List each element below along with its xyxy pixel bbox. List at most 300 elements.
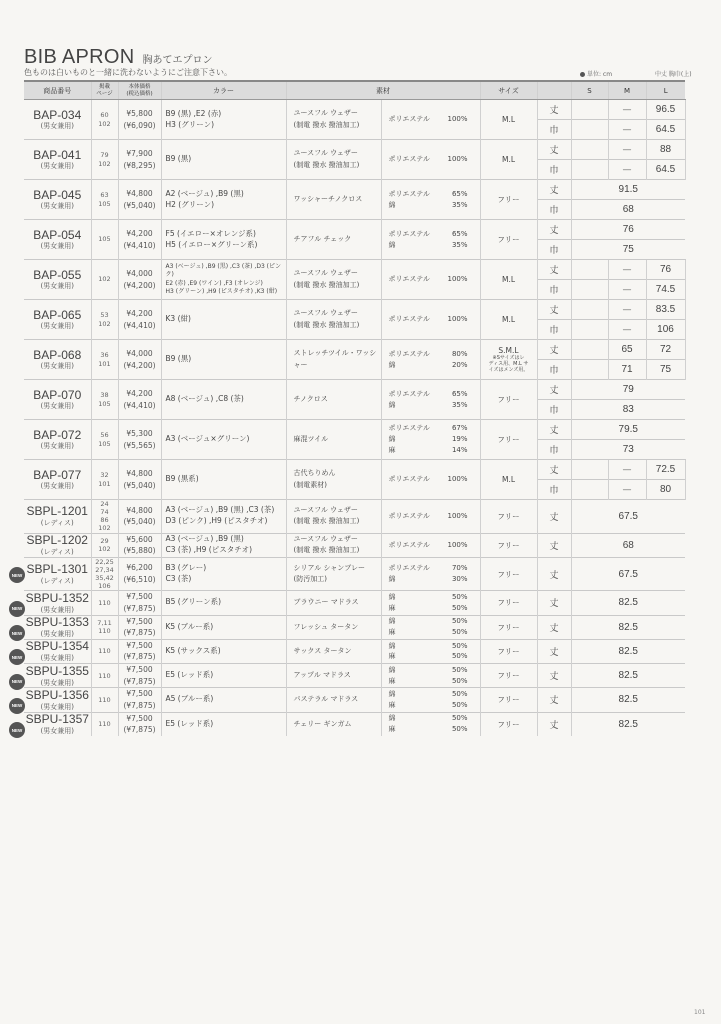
dim-m: 64.5 bbox=[646, 160, 685, 180]
dim-gap-cell bbox=[571, 340, 608, 360]
dim-s: 65 bbox=[608, 340, 646, 360]
product-code: SBPL-1201 bbox=[26, 504, 88, 519]
color-list: A2 (ベージュ) ,B9 (黒) H2 (グリーン) bbox=[161, 180, 286, 220]
material-pct: 100% bbox=[447, 540, 468, 549]
dim-label: 丈 bbox=[537, 664, 571, 688]
dim-label: 巾 bbox=[537, 480, 571, 500]
material-name: ポリエステル bbox=[388, 315, 430, 324]
material-cell bbox=[381, 460, 480, 500]
page-ref: 53 102 bbox=[91, 300, 118, 340]
material-name: 綿 bbox=[388, 435, 396, 444]
product-gender: (レディス) bbox=[40, 519, 74, 528]
fabric-name: ブラウニー マドラス bbox=[286, 591, 381, 615]
product-code-cell bbox=[24, 220, 91, 260]
material-row bbox=[389, 713, 480, 724]
price-cell bbox=[118, 100, 161, 140]
dim-s: — bbox=[608, 100, 646, 120]
dim-label: 丈 bbox=[537, 340, 571, 360]
page-ref: 110 bbox=[91, 688, 118, 712]
product-code-cell bbox=[24, 533, 91, 557]
material-name: ポリエステル bbox=[388, 155, 430, 164]
price: ¥7,500 bbox=[126, 592, 153, 602]
dim-gap-cell bbox=[571, 360, 608, 380]
material-name: ポリエステル bbox=[388, 511, 430, 520]
product-code-cell bbox=[24, 340, 91, 380]
price-cell bbox=[118, 664, 161, 688]
dim-m: 83.5 bbox=[646, 300, 685, 320]
material-name: 綿 bbox=[388, 665, 396, 674]
product-code-cell bbox=[24, 557, 91, 591]
fabric-name: 古代ちりめん (制電素材) bbox=[286, 460, 381, 500]
price: ¥4,200 bbox=[126, 388, 153, 398]
product-code: BAP-055 bbox=[33, 267, 82, 282]
page-ref: 79 102 bbox=[91, 140, 118, 180]
dim-s: — bbox=[608, 260, 646, 280]
dim-label: 丈 bbox=[537, 557, 571, 591]
color-list: B9 (黒系) bbox=[161, 460, 286, 500]
price: ¥4,200 bbox=[126, 228, 153, 238]
wash-note: 色ものは白いものと一緒に洗わないようにご注意下さい。 bbox=[24, 68, 232, 77]
material-pct: 50% bbox=[451, 714, 468, 723]
dim-value: 68 bbox=[571, 533, 685, 557]
product-gender: (男女兼用) bbox=[40, 162, 74, 171]
price: ¥7,500 bbox=[126, 665, 153, 674]
material-pct: 50% bbox=[451, 593, 468, 602]
dim-s: — bbox=[608, 140, 646, 160]
size-value: フリー bbox=[497, 598, 520, 608]
material-cell bbox=[381, 380, 480, 420]
page-ref: 110 bbox=[91, 639, 118, 663]
size-cell bbox=[480, 140, 537, 180]
material-name: 麻 bbox=[388, 700, 396, 709]
product-gender: (男女兼用) bbox=[40, 654, 74, 663]
page-ref: 32 101 bbox=[91, 460, 118, 500]
header-s: S bbox=[571, 81, 608, 100]
material-name: ポリエステル bbox=[388, 115, 430, 124]
dim-gap-cell bbox=[571, 280, 608, 300]
table-row bbox=[24, 420, 685, 440]
product-code-cell bbox=[24, 639, 91, 663]
material-row bbox=[389, 200, 480, 211]
dim-label: 丈 bbox=[537, 591, 571, 615]
price-tax: (¥8,295) bbox=[123, 160, 156, 170]
color-list: K5 (サックス系) bbox=[161, 639, 286, 663]
material-pct: 50% bbox=[451, 665, 468, 674]
material-row bbox=[389, 274, 480, 285]
product-gender: (男女兼用) bbox=[40, 482, 74, 491]
color-list: A8 (ベージュ) ,C8 (茶) bbox=[161, 380, 286, 420]
new-badge-icon: NEW bbox=[9, 601, 25, 617]
size-value: フリー bbox=[497, 646, 520, 656]
material-pct: 80% bbox=[451, 349, 468, 358]
size-value: フリー bbox=[497, 719, 520, 729]
material-pct: 50% bbox=[451, 628, 468, 637]
product-code: SBPL-1202 bbox=[26, 533, 88, 548]
product-code: SBPU-1354 bbox=[25, 639, 89, 654]
material-name: 麻 bbox=[388, 628, 396, 637]
price-cell bbox=[118, 420, 161, 460]
product-code: BAP-070 bbox=[33, 387, 82, 402]
table-row bbox=[24, 260, 685, 280]
material-row bbox=[389, 676, 480, 687]
material-name: 綿 bbox=[388, 641, 396, 650]
new-badge-icon: NEW bbox=[9, 698, 25, 714]
product-code-cell bbox=[24, 500, 91, 534]
size-cell bbox=[480, 500, 537, 534]
material-name: 麻 bbox=[388, 603, 396, 612]
new-badge-icon: NEW bbox=[9, 567, 25, 583]
product-code-cell bbox=[24, 664, 91, 688]
price-cell bbox=[118, 712, 161, 736]
size-cell bbox=[480, 639, 537, 663]
material-name: 綿 bbox=[388, 714, 396, 723]
table-header bbox=[24, 81, 685, 100]
material-cell bbox=[381, 500, 480, 534]
dim-s: — bbox=[608, 120, 646, 140]
price: ¥5,300 bbox=[126, 428, 153, 438]
product-gender: (男女兼用) bbox=[40, 362, 74, 371]
material-cell bbox=[381, 260, 480, 300]
material-name: 綿 bbox=[388, 400, 396, 409]
dim-label: 丈 bbox=[537, 615, 571, 639]
size-value: M.L bbox=[501, 315, 516, 324]
table-row bbox=[24, 100, 685, 120]
dim-s: — bbox=[608, 280, 646, 300]
price-tax: (¥5,880) bbox=[123, 546, 156, 556]
fabric-name: シリアル シャンブレー (防汚加工) bbox=[286, 557, 381, 591]
color-list: E5 (レッド系) bbox=[161, 712, 286, 736]
material-row bbox=[389, 700, 480, 711]
dim-gap-cell bbox=[571, 120, 608, 140]
fabric-name: ワッシャーチノクロス bbox=[286, 180, 381, 220]
dim-label: 巾 bbox=[537, 440, 571, 460]
new-badge-icon: NEW bbox=[9, 649, 25, 665]
product-code-cell bbox=[24, 180, 91, 220]
material-row bbox=[389, 563, 480, 574]
price-tax: (¥4,410) bbox=[123, 240, 156, 250]
fabric-name: ユースフル ウェザー (制電 撥水 撥油加工) bbox=[286, 533, 381, 557]
material-row bbox=[389, 434, 480, 445]
price-tax: (¥5,040) bbox=[123, 480, 156, 490]
material-name: 麻 bbox=[388, 652, 396, 661]
fabric-name: ユースフル ウェザー (制電 撥水 撥油加工) bbox=[286, 260, 381, 300]
dim-label: 丈 bbox=[537, 712, 571, 736]
price-tax: (¥5,040) bbox=[123, 200, 156, 210]
product-code-cell bbox=[24, 100, 91, 140]
product-code-cell bbox=[24, 380, 91, 420]
price-cell bbox=[118, 140, 161, 180]
color-list: F5 (イエロー×オレンジ系) H5 (イエロー×グリーン系) bbox=[161, 220, 286, 260]
material-cell bbox=[381, 615, 480, 639]
product-code: SBPU-1353 bbox=[25, 615, 89, 630]
material-pct: 100% bbox=[447, 275, 468, 284]
dim-label: 丈 bbox=[537, 639, 571, 663]
dim-gap-cell bbox=[571, 320, 608, 340]
material-name: 綿 bbox=[388, 360, 396, 369]
page-number: 101 bbox=[694, 1009, 706, 1016]
fabric-name: アップル マドラス bbox=[286, 664, 381, 688]
color-list: B9 (黒) bbox=[161, 140, 286, 180]
dim-label: 丈 bbox=[537, 380, 571, 400]
dim-m: 72.5 bbox=[646, 460, 685, 480]
table-row bbox=[24, 220, 685, 240]
material-name: ポリエステル bbox=[388, 540, 430, 549]
table-row bbox=[24, 380, 685, 400]
product-gender: (男女兼用) bbox=[40, 322, 74, 331]
color-list: A3 (ベージュ) ,B9 (黒) C3 (茶) ,H9 (ピスタチオ) bbox=[161, 533, 286, 557]
product-gender: (男女兼用) bbox=[40, 702, 74, 711]
dim-value: 83 bbox=[571, 400, 685, 420]
price: ¥5,800 bbox=[126, 108, 153, 118]
color-list: E5 (レッド系) bbox=[161, 664, 286, 688]
material-name: ポリエステル bbox=[388, 229, 430, 238]
size-value: フリー bbox=[497, 235, 520, 244]
page-ref: 36 101 bbox=[91, 340, 118, 380]
size-value: フリー bbox=[497, 435, 520, 444]
size-value: フリー bbox=[497, 195, 520, 204]
size-cell bbox=[480, 380, 537, 420]
fabric-name: 麻混ツイル bbox=[286, 420, 381, 460]
dim-label: 丈 bbox=[537, 180, 571, 200]
page-ref: 7,11 110 bbox=[91, 615, 118, 639]
material-row bbox=[389, 400, 480, 411]
size-value: フリー bbox=[497, 511, 520, 521]
price-cell bbox=[118, 688, 161, 712]
fabric-name: ストレッチツイル・ワッシャー bbox=[286, 340, 381, 380]
dim-gap-cell bbox=[571, 480, 608, 500]
dim-label: 丈 bbox=[537, 500, 571, 534]
product-code: SBPU-1355 bbox=[25, 663, 89, 678]
dim-s: — bbox=[608, 460, 646, 480]
page-ref: 56 105 bbox=[91, 420, 118, 460]
material-pct: 67% bbox=[451, 424, 468, 433]
price: ¥4,800 bbox=[126, 505, 153, 515]
dim-value: 79.5 bbox=[571, 420, 685, 440]
material-pct: 50% bbox=[451, 690, 468, 699]
material-name: 綿 bbox=[388, 593, 396, 602]
material-row bbox=[389, 641, 480, 652]
dim-label: 巾 bbox=[537, 320, 571, 340]
material-row bbox=[389, 616, 480, 627]
material-pct: 70% bbox=[451, 564, 468, 573]
apron-spec-table bbox=[24, 80, 685, 736]
page-ref: 29 102 bbox=[91, 533, 118, 557]
product-code: BAP-041 bbox=[33, 147, 82, 162]
table-row bbox=[24, 140, 685, 160]
material-pct: 50% bbox=[451, 676, 468, 685]
material-row bbox=[389, 114, 480, 125]
fabric-name: ユースフル ウェザー (制電 撥水 撥油加工) bbox=[286, 140, 381, 180]
dim-label: 丈 bbox=[537, 688, 571, 712]
material-name: 綿 bbox=[388, 200, 396, 209]
dim-label: 巾 bbox=[537, 240, 571, 260]
product-gender: (男女兼用) bbox=[40, 242, 74, 251]
dim-gap-cell bbox=[571, 100, 608, 120]
table-row bbox=[24, 180, 685, 200]
dim-value: 82.5 bbox=[571, 712, 685, 736]
material-cell bbox=[381, 300, 480, 340]
material-pct: 50% bbox=[451, 617, 468, 626]
price: ¥4,000 bbox=[126, 268, 153, 278]
size-value: フリー bbox=[497, 695, 520, 705]
page-ref: 110 bbox=[91, 591, 118, 615]
price-tax: (¥4,200) bbox=[123, 360, 156, 370]
material-cell bbox=[381, 420, 480, 460]
product-code: BAP-068 bbox=[33, 347, 82, 362]
material-pct: 100% bbox=[447, 511, 468, 520]
new-badge-icon: NEW bbox=[9, 722, 25, 738]
material-pct: 65% bbox=[451, 189, 468, 198]
color-list: B9 (黒) bbox=[161, 340, 286, 380]
dim-gap-cell bbox=[571, 460, 608, 480]
header-m: M bbox=[608, 81, 646, 100]
material-cell bbox=[381, 100, 480, 140]
material-name: 綿 bbox=[388, 617, 396, 626]
price-cell bbox=[118, 639, 161, 663]
dim-label: 巾 bbox=[537, 360, 571, 380]
color-list: K3 (紺) bbox=[161, 300, 286, 340]
page-subtitle: 胸あてエプロン bbox=[142, 55, 213, 66]
color-list: B9 (黒) ,E2 (赤) H3 (グリーン) bbox=[161, 100, 286, 140]
size-value: フリー bbox=[497, 540, 520, 550]
material-row bbox=[389, 445, 480, 456]
product-code: SBPU-1356 bbox=[25, 687, 89, 702]
price-cell bbox=[118, 557, 161, 591]
size-value: M.L bbox=[501, 275, 516, 284]
page-ref: 110 bbox=[91, 664, 118, 688]
size-value: M.L bbox=[501, 155, 516, 164]
dim-value: 82.5 bbox=[571, 664, 685, 688]
dim-value: 91.5 bbox=[571, 180, 685, 200]
dim-label: 巾 bbox=[537, 160, 571, 180]
dim-value: 82.5 bbox=[571, 639, 685, 663]
material-row bbox=[389, 603, 480, 614]
price-cell bbox=[118, 220, 161, 260]
price-tax: (¥4,410) bbox=[123, 320, 156, 330]
material-row bbox=[389, 474, 480, 485]
material-row bbox=[389, 423, 480, 434]
dim-label: 丈 bbox=[537, 460, 571, 480]
dim-label: 巾 bbox=[537, 400, 571, 420]
dim-label: 丈 bbox=[537, 220, 571, 240]
color-list: A5 (ブルー系) bbox=[161, 688, 286, 712]
dim-s: — bbox=[608, 320, 646, 340]
product-code: SBPU-1352 bbox=[25, 590, 89, 605]
material-cell bbox=[381, 557, 480, 591]
dim-value: 67.5 bbox=[571, 557, 685, 591]
size-note: ※Sサイズはレ ディス用、M.L サ イズはメンズ用。 bbox=[488, 355, 529, 373]
product-gender: (レディス) bbox=[40, 576, 74, 585]
price-cell bbox=[118, 180, 161, 220]
material-row bbox=[389, 574, 480, 585]
size-value: フリー bbox=[497, 671, 520, 681]
dim-m: 64.5 bbox=[646, 120, 685, 140]
material-pct: 65% bbox=[451, 389, 468, 398]
color-list: A3 (ベージュ×グリーン) bbox=[161, 420, 286, 460]
material-name: 綿 bbox=[388, 240, 396, 249]
size-cell bbox=[480, 664, 537, 688]
product-code-cell bbox=[24, 615, 91, 639]
size-cell bbox=[480, 615, 537, 639]
material-name: ポリエステル bbox=[388, 475, 430, 484]
material-row bbox=[389, 592, 480, 603]
price-tax: (¥4,410) bbox=[123, 400, 156, 410]
product-code-cell bbox=[24, 712, 91, 736]
material-cell bbox=[381, 639, 480, 663]
size-cell bbox=[480, 420, 537, 460]
color-list: A3 (ベージュ) ,B9 (黒) ,C3 (茶) ,D3 (ピンク) E2 (赤) ,E9 (ワイン) ,F3 (オレンジ) H3 (グリーン) ,H9 (ピスタチオ) ,K3 (紺) bbox=[161, 260, 286, 300]
dim-m: 106 bbox=[646, 320, 685, 340]
product-gender: (男女兼用) bbox=[40, 678, 74, 687]
dim-label: 丈 bbox=[537, 533, 571, 557]
material-pct: 20% bbox=[451, 360, 468, 369]
material-row bbox=[389, 689, 480, 700]
price: ¥6,200 bbox=[126, 563, 153, 573]
table-row bbox=[24, 460, 685, 480]
price: ¥4,800 bbox=[126, 188, 153, 198]
price-cell bbox=[118, 533, 161, 557]
material-pct: 19% bbox=[451, 435, 468, 444]
material-pct: 100% bbox=[447, 475, 468, 484]
price-cell bbox=[118, 340, 161, 380]
material-cell bbox=[381, 340, 480, 380]
dim-label: 丈 bbox=[537, 420, 571, 440]
material-row bbox=[389, 314, 480, 325]
new-badge-icon: NEW bbox=[9, 625, 25, 641]
size-cell bbox=[480, 260, 537, 300]
price: ¥4,200 bbox=[126, 308, 153, 318]
price: ¥5,600 bbox=[126, 534, 153, 544]
price-tax: (¥6,510) bbox=[123, 575, 156, 584]
material-name: 綿 bbox=[388, 690, 396, 699]
dim-gap-cell bbox=[571, 160, 608, 180]
unit-label: 単位: cm bbox=[580, 69, 612, 78]
material-row bbox=[389, 349, 480, 360]
price-cell bbox=[118, 260, 161, 300]
header-dim bbox=[537, 81, 571, 100]
product-code: BAP-034 bbox=[33, 107, 82, 122]
material-name: 麻 bbox=[388, 725, 396, 734]
product-gender: (男女兼用) bbox=[40, 202, 74, 211]
material-cell bbox=[381, 712, 480, 736]
material-name: ポリエステル bbox=[388, 424, 430, 433]
size-cell bbox=[480, 557, 537, 591]
price: ¥7,500 bbox=[126, 616, 153, 626]
size-value: フリー bbox=[497, 569, 520, 579]
page-ref: 102 bbox=[91, 260, 118, 300]
new-badge-icon: NEW bbox=[9, 674, 25, 690]
size-value: S.M.L bbox=[498, 346, 519, 355]
material-name: 麻 bbox=[388, 445, 396, 454]
price-tax: (¥5,565) bbox=[123, 440, 156, 450]
dim-m: 75 bbox=[646, 360, 685, 380]
size-cell bbox=[480, 688, 537, 712]
page-ref: 60 102 bbox=[91, 100, 118, 140]
dim-gap-cell bbox=[571, 140, 608, 160]
material-cell bbox=[381, 688, 480, 712]
header-price: 本体価格 (税込価格) bbox=[118, 81, 161, 100]
table-row bbox=[24, 340, 685, 360]
table-body bbox=[24, 100, 685, 736]
dim-label: 巾 bbox=[537, 200, 571, 220]
dim-m: 88 bbox=[646, 140, 685, 160]
price: ¥7,500 bbox=[126, 713, 153, 723]
fabric-name: チノクロス bbox=[286, 380, 381, 420]
price: ¥7,900 bbox=[126, 148, 153, 158]
dim-value: 82.5 bbox=[571, 688, 685, 712]
page-ref: 63 105 bbox=[91, 180, 118, 220]
dim-m: 72 bbox=[646, 340, 685, 360]
